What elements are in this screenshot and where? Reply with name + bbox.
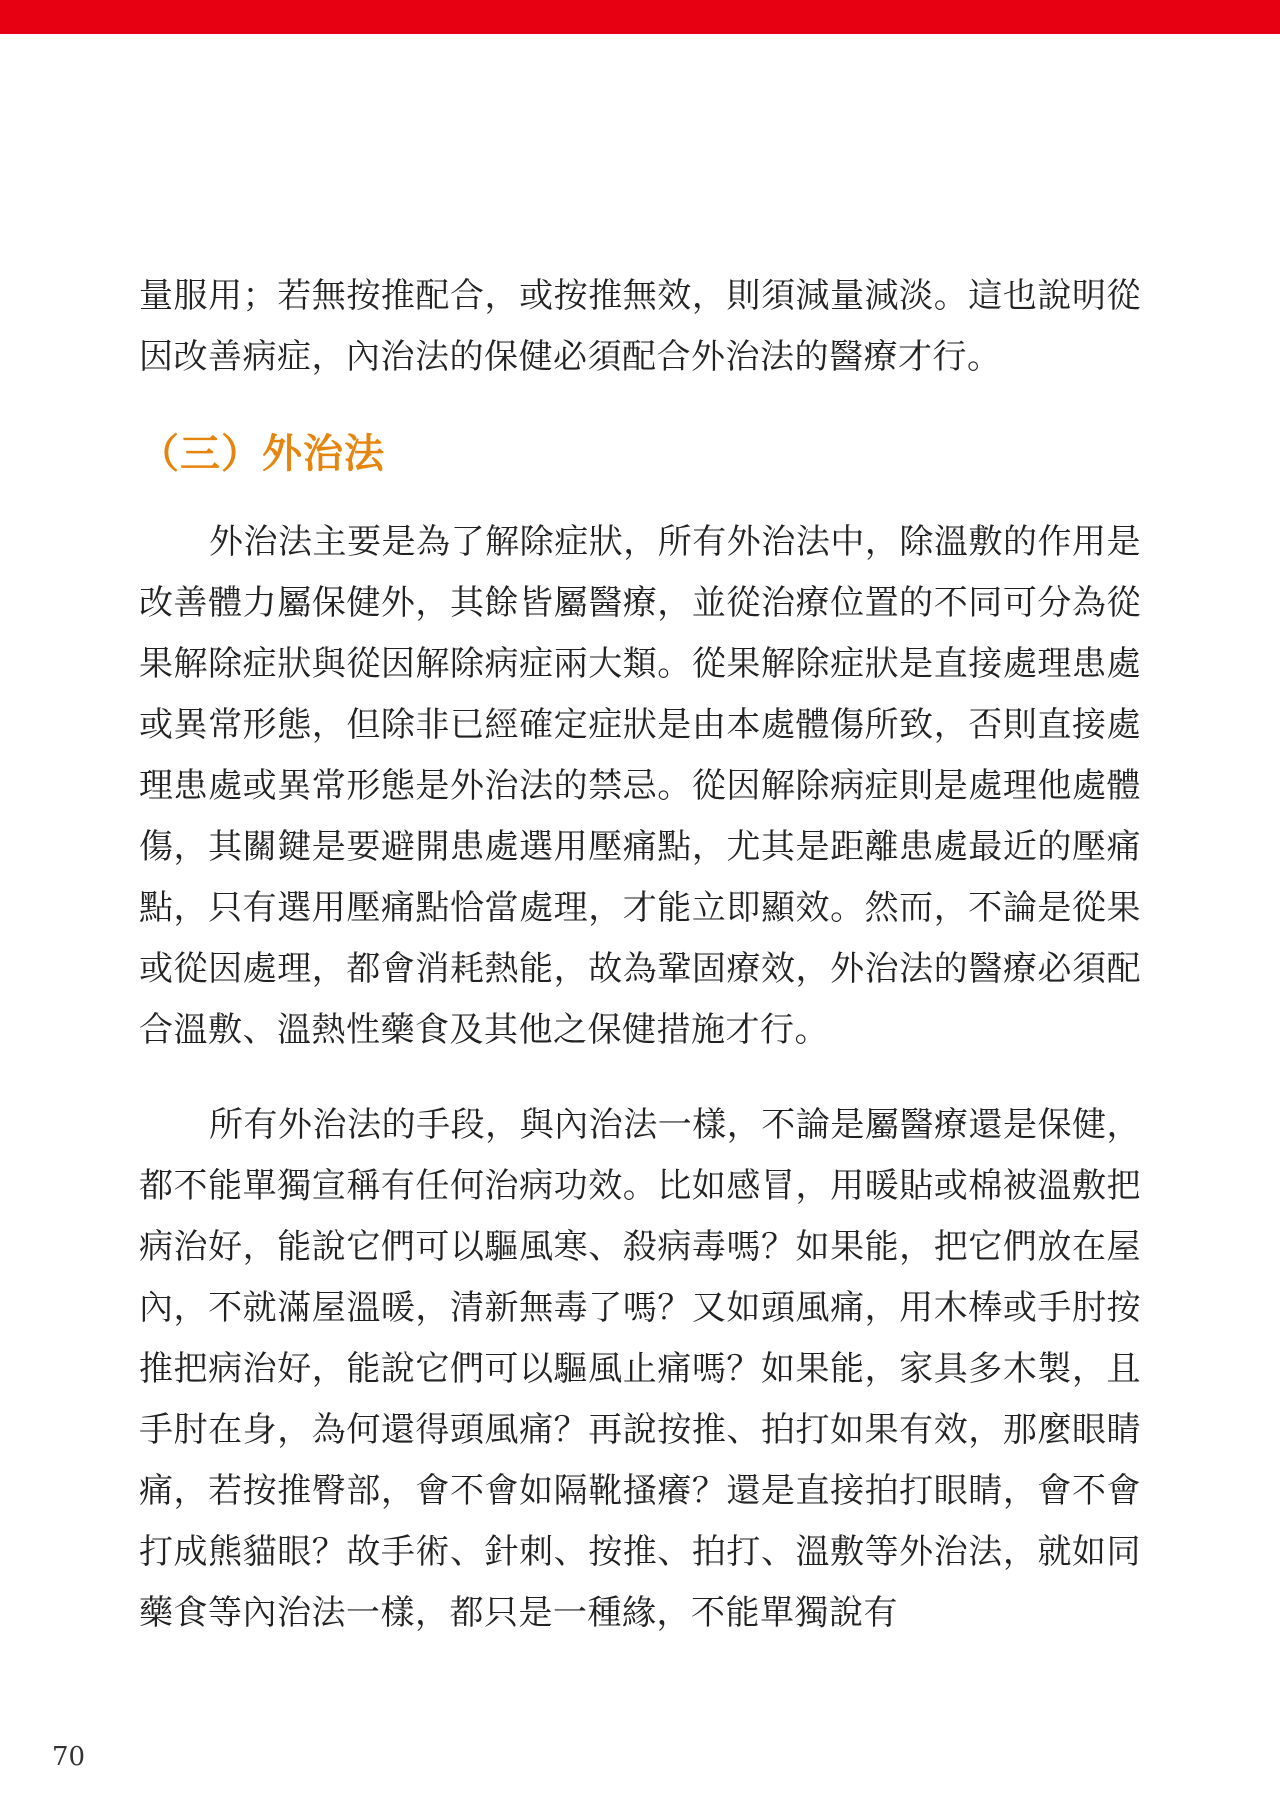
continuation-paragraph: 量服用；若無按推配合，或按推無效，則須減量減淡。這也說明從因改善病症，內治法的保健必須配合外治法的醫療才行。 bbox=[139, 276, 1141, 377]
page-number: 70 bbox=[52, 1742, 86, 1772]
section-paragraph-1: 外治法主要是為了解除症狀，所有外治法中，除溫敷的作用是改善體力屬保健外，其餘皆屬醫療，並從治療位置的不同可分為從果解除症狀與從因解除病症兩大類。從果解除症狀是直接處理患處或異常形態，但除非已經確定症狀是由本處體傷所致，否則直接處理患處或異常形態是外治法的禁忌。從因解除病症則是處理他處體傷，其關鍵是要避開患處選用壓痛點，尤其是距離患處最近的壓痛點，只有選用壓痛點恰當處理，才能立即顯效。然而，不論是從果或從因處理，都會消耗熱能，故為鞏固療效，外治法的醫療必須配合溫敷、溫熱性藥食及其他之保健措施才行。 bbox=[139, 522, 1141, 1050]
page-body bbox=[139, 266, 1141, 1644]
section-heading: （三）外治法 bbox=[139, 430, 385, 477]
page-top-color-bar bbox=[0, 0, 1280, 34]
section-paragraph-2: 所有外治法的手段，與內治法一樣，不論是屬醫療還是保健，都不能單獨宣稱有任何治病功效。比如感冒，用暖貼或棉被溫敷把病治好，能說它們可以驅風寒、殺病毒嗎？如果能，把它們放在屋內，不就滿屋溫暖，清新無毒了嗎？又如頭風痛，用木棒或手肘按推把病治好，能說它們可以驅風止痛嗎？如果能，家具多木製，且手肘在身，為何還得頭風痛？再說按推、拍打如果有效，那麼眼睛痛，若按推臀部，會不會如隔靴搔癢？還是直接拍打眼睛，會不會打成熊貓眼？故手術、針刺、按推、拍打、溫敷等外治法，就如同藥食等內治法一樣，都只是一種緣，不能單獨說有 bbox=[139, 1105, 1141, 1633]
